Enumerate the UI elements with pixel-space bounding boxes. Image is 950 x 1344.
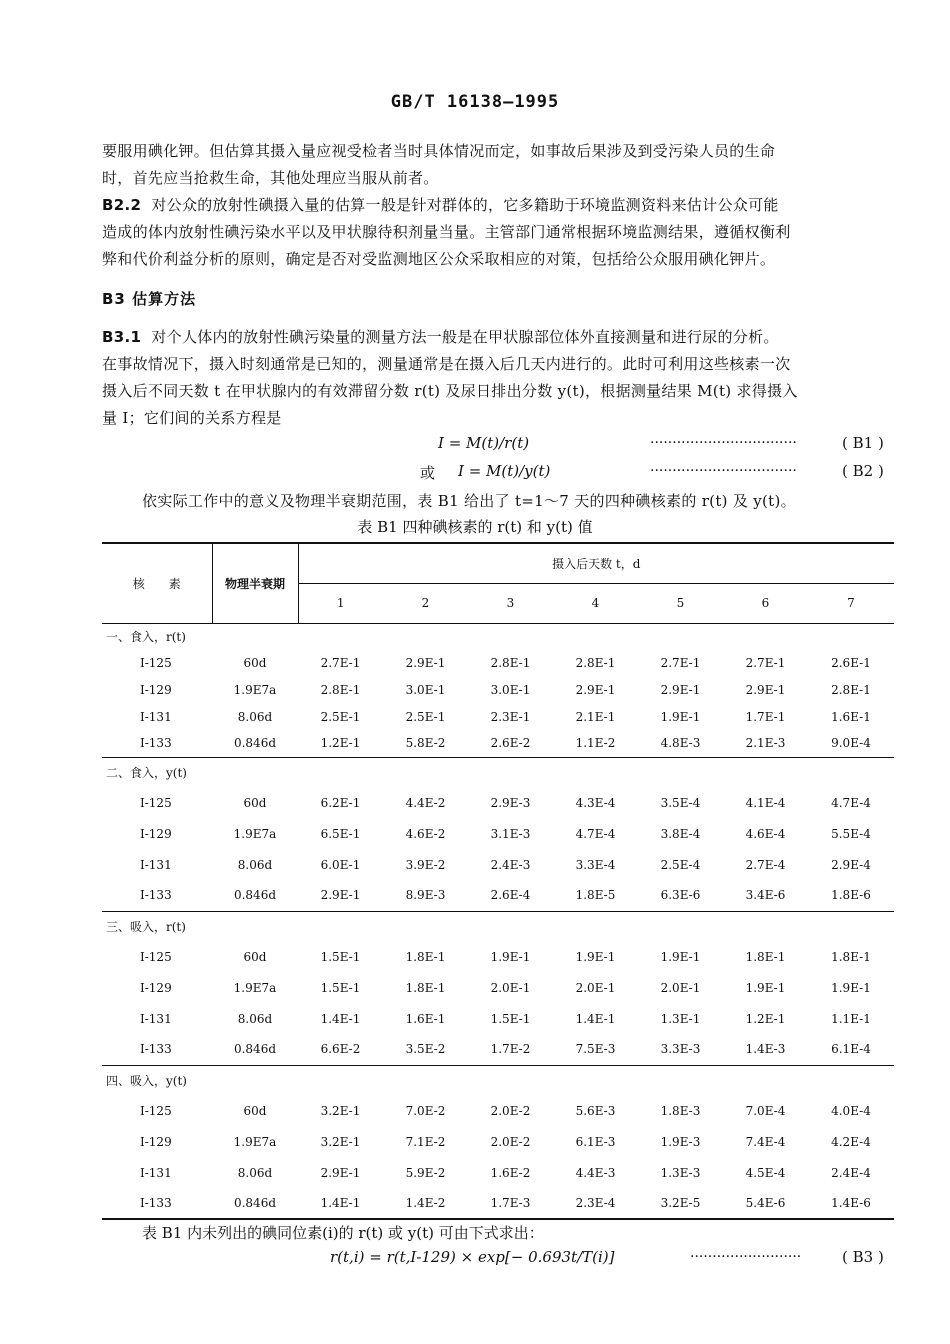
cell-value: 7.0E-4	[745, 1103, 786, 1118]
table-row	[102, 676, 894, 703]
cell-value: 3.5E-2	[405, 1042, 446, 1057]
cell-halflife: 8.06d	[237, 857, 273, 872]
cell-nuclide: I-131	[140, 1011, 172, 1026]
table-caption: 表 B1 四种碘核素的 r(t) 和 y(t) 值	[357, 518, 593, 536]
cell-value: 4.3E-4	[575, 795, 616, 810]
cell-value: 1.4E-3	[745, 1042, 786, 1057]
text-span: 对公众的放射性碘摄入量的估算一般是针对群体的，它多籍助于环境监测资料来估计公众可能	[151, 196, 779, 214]
cell-value: 1.9E-1	[660, 709, 701, 724]
cell-value: 4.2E-4	[831, 1134, 871, 1149]
cell-value: 3.2E-5	[638, 1188, 723, 1219]
equation-b2-number: ( B2 )	[842, 462, 884, 480]
cell-value: 4.4E-3	[575, 1165, 616, 1180]
text-line: 量 I；它们间的关系方程是	[102, 409, 282, 427]
cell-value: 1.2E-1	[745, 1011, 786, 1026]
group-title: 二、食入，y(t)	[102, 757, 894, 787]
cell-nuclide: I-133	[140, 1042, 172, 1057]
cell-value: 2.3E-4	[553, 1188, 638, 1219]
section-heading-b3: B3 估算方法	[102, 290, 197, 308]
table-body	[102, 623, 894, 1219]
cell-value: 4.7E-4	[575, 826, 616, 841]
table-row	[102, 730, 894, 757]
cell-value: 6.0E-1	[320, 857, 361, 872]
cell-value: 1.9E-1	[831, 980, 871, 995]
cell-value: 6.1E-4	[831, 1042, 871, 1057]
cell-value: 3.3E-4	[575, 857, 616, 872]
text-line: 在事故情况下，摄入时刻通常是已知的，测量通常是在摄入后几天内进行的。此时可利用这些核素一次	[102, 355, 791, 373]
table-row	[102, 818, 894, 849]
cell-value: 5.6E-3	[575, 1103, 616, 1118]
cell-value: 2.8E-1	[831, 682, 871, 697]
cell-value: 2.0E-2	[490, 1103, 531, 1118]
cell-nuclide: I-133	[140, 736, 172, 751]
cell-value: 3.2E-1	[320, 1134, 361, 1149]
cell-halflife: 8.06d	[237, 1011, 273, 1026]
cell-value: 7.4E-4	[745, 1134, 786, 1149]
cell-value: 1.3E-1	[660, 1011, 701, 1026]
cell-value: 1.8E-6	[831, 888, 871, 903]
cell-value: 2.9E-1	[660, 682, 701, 697]
cell-nuclide: I-125	[140, 795, 172, 810]
cell-halflife: 60d	[243, 949, 267, 964]
table-row	[102, 703, 894, 730]
cell-value: 2.4E-3	[490, 857, 531, 872]
cell-value: 6.3E-6	[660, 888, 701, 903]
cell-halflife: 1.9E7a	[233, 980, 277, 995]
cell-nuclide: I-133	[140, 888, 172, 903]
cell-nuclide: I-133	[102, 1188, 212, 1219]
cell-value: 2.5E-4	[660, 857, 701, 872]
cell-value: 1.9E-3	[660, 1134, 701, 1149]
table-row	[102, 649, 894, 676]
cell-value: 4.5E-4	[745, 1165, 786, 1180]
cell-value: 4.6E-2	[405, 826, 446, 841]
cell-halflife: 0.846d	[212, 1188, 298, 1219]
group-row	[102, 911, 894, 941]
cell-value: 1.9E-1	[660, 949, 701, 964]
header-halflife: 物理半衰期	[212, 543, 298, 623]
equation-b3: r(t,i) = r(t,I-129) × exp[− 0.693t/T(i)]	[330, 1248, 615, 1266]
cell-value: 2.9E-1	[320, 1165, 361, 1180]
equation-b1-leader: ·································	[650, 435, 797, 451]
cell-value: 1.1E-1	[831, 1011, 871, 1026]
cell-value: 3.2E-1	[320, 1103, 361, 1118]
table-row	[102, 787, 894, 818]
header-day-6: 6	[761, 596, 770, 610]
cell-value: 2.0E-2	[490, 1134, 531, 1149]
group-row	[102, 623, 894, 649]
header-day-1: 1	[336, 596, 345, 610]
cell-value: 2.8E-1	[575, 655, 616, 670]
cell-value: 3.5E-4	[660, 795, 701, 810]
table-row	[102, 1095, 894, 1126]
cell-value: 2.0E-1	[575, 980, 616, 995]
cell-value: 2.6E-2	[490, 736, 531, 751]
cell-value: 1.7E-2	[490, 1042, 531, 1057]
cell-value: 1.9E-1	[490, 949, 531, 964]
text-line: 摄入后不同天数 t 在甲状腺内的有效滞留分数 r(t) 及尿日排出分数 y(t)，根据测量结果 M(t) 求得摄入	[102, 382, 798, 400]
equation-b1: I = M(t)/r(t)	[438, 434, 530, 452]
cell-value: 2.9E-1	[575, 682, 616, 697]
header-day-4: 4	[591, 596, 600, 610]
cell-value: 1.6E-2	[490, 1165, 531, 1180]
cell-halflife: 1.9E7a	[233, 1134, 277, 1149]
cell-value: 3.3E-3	[660, 1042, 701, 1057]
cell-value: 1.8E-5	[575, 888, 616, 903]
cell-value: 5.8E-2	[405, 736, 446, 751]
cell-nuclide: I-129	[140, 826, 172, 841]
text-line	[102, 324, 892, 351]
cell-halflife: 1.9E7a	[233, 826, 277, 841]
cell-value: 2.5E-1	[320, 709, 361, 724]
cell-value: 6.2E-1	[320, 795, 361, 810]
cell-value: 1.2E-1	[320, 736, 361, 751]
group-row	[102, 757, 894, 787]
cell-value: 2.6E-1	[831, 655, 871, 670]
cell-value: 4.6E-4	[745, 826, 786, 841]
cell-value: 1.3E-3	[660, 1165, 701, 1180]
cell-halflife: 60d	[243, 1103, 267, 1118]
equation-b1-number: ( B1 )	[842, 434, 884, 452]
cell-value: 8.9E-3	[405, 888, 446, 903]
cell-value: 2.7E-1	[660, 655, 701, 670]
table-row	[102, 1188, 894, 1219]
cell-value: 2.1E-1	[575, 709, 616, 724]
table-row	[102, 941, 894, 972]
cell-value: 9.0E-4	[831, 736, 871, 751]
table-row	[102, 1157, 894, 1188]
cell-value: 2.0E-1	[660, 980, 701, 995]
table-row	[102, 849, 894, 880]
cell-nuclide: I-131	[140, 857, 172, 872]
group-title: 一、食入，r(t)	[102, 623, 894, 649]
cell-value: 7.1E-2	[405, 1134, 446, 1149]
cell-value: 1.9E-1	[745, 980, 786, 995]
text-line: 弊和代价利益分析的原则，确定是否对受监测地区公众采取相应的对策，包括给公众服用碘化钾片。	[102, 250, 776, 268]
cell-value: 1.7E-1	[745, 709, 786, 724]
text-line: 要服用碘化钾。但估算其摄入量应视受检者当时具体情况而定，如事故后果涉及到受污染人员的生命	[102, 142, 776, 160]
text-line: 造成的体内放射性碘污染水平以及甲状腺待积剂量当量。主管部门通常根据环境监测结果，遵循权衡利	[102, 223, 791, 241]
cell-value: 4.4E-2	[405, 795, 446, 810]
cell-value: 2.4E-4	[831, 1165, 871, 1180]
group-title: 三、吸入，r(t)	[102, 911, 894, 941]
cell-value: 5.9E-2	[405, 1165, 446, 1180]
cell-nuclide: I-129	[140, 980, 172, 995]
equation-b2-leader: ·································	[650, 463, 797, 479]
equation-b2: I = M(t)/y(t)	[458, 462, 551, 480]
equation-b3-leader: ·························	[690, 1249, 802, 1265]
table-row	[102, 1126, 894, 1157]
text-line: 时，首先应当抢救生命，其他处理应当服从前者。	[102, 169, 439, 187]
text-line	[102, 192, 892, 219]
cell-value: 3.9E-2	[405, 857, 446, 872]
cell-value: 2.8E-1	[320, 682, 361, 697]
cell-nuclide: I-125	[140, 949, 172, 964]
header-day-7: 7	[847, 596, 855, 610]
cell-value: 1.5E-1	[320, 949, 361, 964]
cell-halflife: 60d	[243, 795, 267, 810]
cell-value: 2.1E-3	[745, 736, 786, 751]
cell-value: 6.5E-1	[320, 826, 361, 841]
iodine-nuclide-table	[102, 542, 894, 1220]
cell-value: 2.9E-1	[745, 682, 786, 697]
cell-value: 2.8E-1	[490, 655, 531, 670]
text-span: 对个人体内的放射性碘污染量的测量方法一般是在甲状腺部位体外直接测量和进行尿的分析。	[151, 328, 779, 346]
cell-value: 1.4E-6	[808, 1188, 894, 1219]
cell-value: 7.5E-3	[575, 1042, 616, 1057]
cell-value: 1.5E-1	[490, 1011, 531, 1026]
cell-halflife: 1.9E7a	[233, 682, 277, 697]
table-row	[102, 1003, 894, 1034]
cell-nuclide: I-125	[140, 1103, 172, 1118]
cell-value: 6.6E-2	[320, 1042, 361, 1057]
cell-value: 4.7E-4	[831, 795, 871, 810]
cell-value: 7.0E-2	[405, 1103, 446, 1118]
table-row	[102, 972, 894, 1003]
cell-value: 2.7E-4	[745, 857, 786, 872]
cell-value: 2.6E-4	[490, 888, 531, 903]
cell-value: 1.4E-1	[320, 1011, 361, 1026]
header-day-3: 3	[506, 596, 515, 610]
equation-b3-number: ( B3 )	[842, 1248, 884, 1266]
page-header: GB/T 16138—1995	[390, 92, 560, 112]
table-row	[102, 880, 894, 911]
cell-value: 2.9E-1	[320, 888, 361, 903]
header-days-group: 摄入后天数 t，d	[298, 543, 894, 583]
group-row	[102, 1065, 894, 1095]
cell-value: 1.1E-2	[575, 736, 616, 751]
cell-value: 2.7E-1	[745, 655, 786, 670]
cell-value: 1.4E-2	[383, 1188, 468, 1219]
cell-value: 2.0E-1	[490, 980, 531, 995]
cell-value: 1.7E-3	[468, 1188, 553, 1219]
cell-value: 1.9E-1	[575, 949, 616, 964]
cell-value: 3.8E-4	[660, 826, 701, 841]
cell-value: 2.9E-4	[831, 857, 871, 872]
cell-value: 1.8E-1	[831, 949, 871, 964]
section-label: B2.2	[102, 196, 142, 214]
table-footnote: 表 B1 内未列出的碘同位素(i)的 r(t) 或 y(t) 可由下式求出：	[142, 1224, 544, 1242]
cell-value: 3.0E-1	[405, 682, 446, 697]
cell-value: 1.4E-1	[298, 1188, 383, 1219]
cell-halflife: 8.06d	[237, 709, 273, 724]
cell-value: 4.8E-3	[660, 736, 701, 751]
table-row	[102, 1034, 894, 1065]
table-intro-line: 依实际工作中的意义及物理半衰期范围，表 B1 给出了 t=1～7 天的四种碘核素的 r(t) 及 y(t)。	[142, 492, 796, 510]
cell-nuclide: I-125	[140, 655, 172, 670]
paragraph-b3-1	[102, 324, 892, 432]
cell-value: 3.0E-1	[490, 682, 531, 697]
cell-value: 2.9E-1	[405, 655, 446, 670]
cell-halflife: 0.846d	[233, 1042, 277, 1057]
cell-value: 4.1E-4	[745, 795, 786, 810]
cell-value: 1.4E-1	[575, 1011, 616, 1026]
cell-value: 6.1E-3	[575, 1134, 616, 1149]
cell-value: 1.8E-1	[745, 949, 786, 964]
cell-value: 1.8E-1	[405, 949, 446, 964]
cell-value: 1.6E-1	[405, 1011, 446, 1026]
section-label: B3.1	[102, 328, 142, 346]
cell-value: 3.4E-6	[745, 888, 786, 903]
cell-value: 3.1E-3	[490, 826, 531, 841]
cell-halflife: 60d	[243, 655, 267, 670]
cell-value: 5.4E-6	[723, 1188, 808, 1219]
cell-value: 4.0E-4	[831, 1103, 871, 1118]
cell-value: 2.5E-1	[405, 709, 446, 724]
group-title: 四、吸入，y(t)	[102, 1065, 894, 1095]
cell-halflife: 0.846d	[233, 888, 277, 903]
paragraph-continuation	[102, 138, 892, 192]
header-nuclide: 核 素	[102, 543, 212, 623]
cell-nuclide: I-129	[140, 1134, 172, 1149]
cell-halflife: 0.846d	[233, 736, 277, 751]
cell-value: 2.7E-1	[320, 655, 361, 670]
cell-value: 2.3E-1	[490, 709, 531, 724]
cell-value: 1.8E-1	[405, 980, 446, 995]
cell-nuclide: I-131	[140, 1165, 172, 1180]
cell-nuclide: I-131	[140, 709, 172, 724]
paragraph-b2-2	[102, 192, 892, 273]
cell-value: 2.9E-3	[490, 795, 531, 810]
equation-b2-prefix: 或	[420, 464, 436, 482]
cell-value: 1.8E-3	[660, 1103, 701, 1118]
cell-value: 1.6E-1	[831, 709, 871, 724]
cell-value: 5.5E-4	[831, 826, 871, 841]
cell-halflife: 8.06d	[237, 1165, 273, 1180]
cell-nuclide: I-129	[140, 682, 172, 697]
header-day-5: 5	[676, 596, 685, 610]
cell-value: 1.5E-1	[320, 980, 361, 995]
header-day-2: 2	[421, 596, 430, 610]
